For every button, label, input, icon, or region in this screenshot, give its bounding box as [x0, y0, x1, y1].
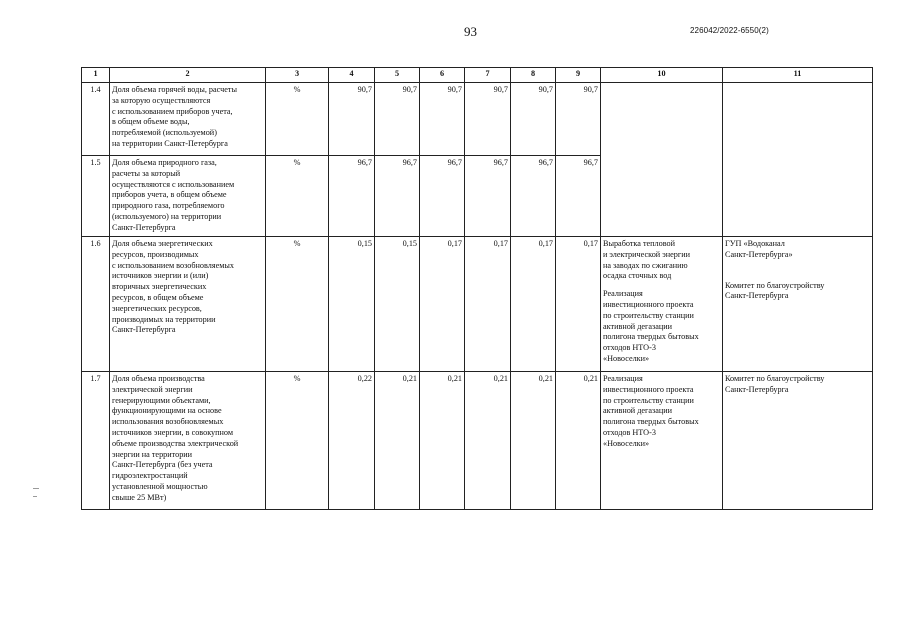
- column-header: 8: [511, 68, 556, 83]
- measure-item: Реализация инвестиционного проекта по строительству станции активной дегазации полигона твердых бытовых отходов НТО-3 «Новоселки»: [603, 289, 699, 363]
- value-cell: 96,7: [329, 156, 375, 237]
- value-cell: 96,7: [511, 156, 556, 237]
- value-cell: 90,7: [556, 83, 601, 156]
- value-cell: 0,21: [556, 372, 601, 510]
- column-header: 11: [723, 68, 873, 83]
- value-cell: 0,17: [511, 237, 556, 372]
- row-number: 1.4: [82, 83, 110, 156]
- indicator-name: Доля объема производства электрической энергии генерирующими объектами, функционирующими на основе использования возобновляемых источников энергии, в совокупном объеме производства электрической энергии на территории Санкт-Петербурга (без учета гидроэлектростанций установленной мощностью свыше 25 МВт): [110, 372, 266, 510]
- unit: %: [266, 156, 329, 237]
- column-header: 1: [82, 68, 110, 83]
- unit: %: [266, 83, 329, 156]
- column-header: 2: [110, 68, 266, 83]
- executor-item: Комитет по благоустройству Санкт-Петербурга: [725, 374, 825, 394]
- column-header: 4: [329, 68, 375, 83]
- value-cell: 90,7: [420, 83, 465, 156]
- executor-item: Комитет по благоустройству Санкт-Петербурга: [725, 280, 825, 301]
- row-number: 1.5: [82, 156, 110, 237]
- value-cell: 0,17: [420, 237, 465, 372]
- column-header: 10: [601, 68, 723, 83]
- table-row: [82, 372, 873, 510]
- value-cell: 0,21: [420, 372, 465, 510]
- measure-item: Реализация инвестиционного проекта по строительству станции активной дегазации полигона твердых бытовых отходов НТО-3 «Новоселки»: [603, 374, 699, 448]
- executors-cell: [723, 372, 873, 510]
- row-number: 1.7: [82, 372, 110, 510]
- value-cell: 96,7: [465, 156, 511, 237]
- row-number: 1.6: [82, 237, 110, 372]
- indicator-name: Доля объема горячей воды, расчеты за которую осуществляются с использованием приборов учета, в общем объеме воды, потребляемой (используемой) на территории Санкт-Петербурга: [110, 83, 266, 156]
- scan-speck: [33, 488, 39, 489]
- value-cell: 90,7: [511, 83, 556, 156]
- value-cell: 90,7: [329, 83, 375, 156]
- table-row: [82, 237, 873, 372]
- value-cell: 0,21: [375, 372, 420, 510]
- executors-cell: [723, 237, 873, 372]
- executor-item: ГУП «Водоканал Санкт-Петербурга»: [725, 239, 793, 259]
- executors-cell-empty: [723, 83, 873, 237]
- column-header: 5: [375, 68, 420, 83]
- column-number-header-row: [82, 68, 873, 83]
- column-header: 7: [465, 68, 511, 83]
- value-cell: 96,7: [420, 156, 465, 237]
- value-cell: 0,15: [329, 237, 375, 372]
- indicator-name: Доля объема энергетических ресурсов, производимых с использованием возобновляемых источников энергии и (или) вторичных энергетических ресурсов, в общем объеме энергетических ресурсов, производимых на территории Санкт-Петербурга: [110, 237, 266, 372]
- column-header: 9: [556, 68, 601, 83]
- value-cell: 96,7: [375, 156, 420, 237]
- measure-item: Выработка тепловой и электрической энергии на заводах по сжиганию осадка сточных вод: [603, 239, 690, 281]
- measures-cell: [601, 237, 723, 372]
- value-cell: 0,21: [465, 372, 511, 510]
- indicator-name: Доля объема природного газа, расчеты за который осуществляются с использованием приборов учета, в общем объеме природного газа, потребляемого (используемого) на территории Санкт-Петербурга: [110, 156, 266, 237]
- column-header: 6: [420, 68, 465, 83]
- value-cell: 0,17: [556, 237, 601, 372]
- column-header: 3: [266, 68, 329, 83]
- scan-speck: [33, 496, 37, 497]
- table-row: [82, 83, 873, 156]
- measures-cell: [601, 372, 723, 510]
- value-cell: 0,15: [375, 237, 420, 372]
- document-id: 226042/2022-6550(2): [690, 26, 769, 35]
- value-cell: 0,22: [329, 372, 375, 510]
- value-cell: 96,7: [556, 156, 601, 237]
- unit: %: [266, 237, 329, 372]
- value-cell: 0,21: [511, 372, 556, 510]
- unit: %: [266, 372, 329, 510]
- indicators-table: [81, 67, 873, 510]
- value-cell: 90,7: [465, 83, 511, 156]
- measures-cell-empty: [601, 83, 723, 237]
- value-cell: 90,7: [375, 83, 420, 156]
- page-number: 93: [464, 24, 477, 39]
- value-cell: 0,17: [465, 237, 511, 372]
